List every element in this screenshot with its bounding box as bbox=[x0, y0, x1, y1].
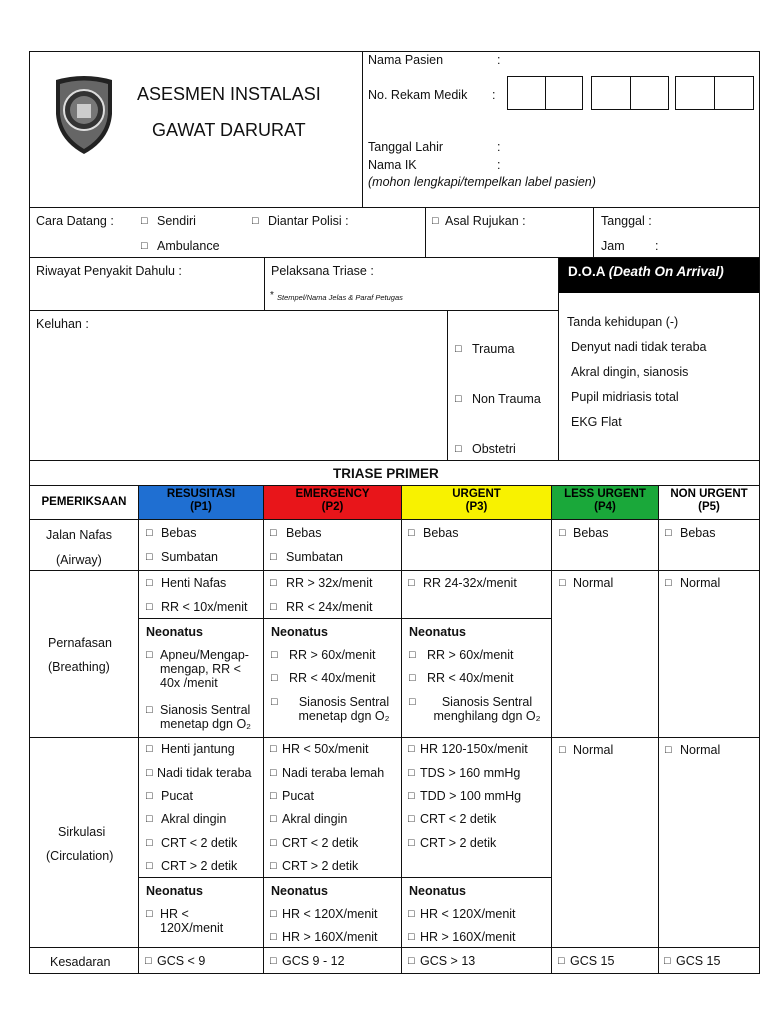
form-title-line1: ASESMEN INSTALASI bbox=[137, 84, 321, 104]
opt-diantar-polisi: Diantar Polisi : bbox=[268, 214, 349, 228]
shield-logo bbox=[50, 74, 118, 156]
airway-p1-item: Bebas bbox=[161, 526, 197, 540]
doa-header bbox=[559, 258, 759, 293]
checkbox[interactable]: □ bbox=[146, 704, 153, 716]
checkbox[interactable]: □ bbox=[270, 743, 277, 755]
nama-pasien-label: Nama Pasien bbox=[368, 53, 444, 67]
circulation-p1-item: CRT > 2 detik bbox=[161, 859, 238, 873]
checkbox[interactable]: □ bbox=[665, 527, 672, 539]
circulation-p1-item: Henti jantung bbox=[161, 742, 235, 756]
airway-p5-item: Bebas bbox=[680, 526, 716, 540]
airway-p4-item: Bebas bbox=[573, 526, 609, 540]
checkbox[interactable]: □ bbox=[665, 744, 672, 756]
breathing-label-en: (Breathing) bbox=[48, 660, 110, 674]
checkbox[interactable]: □ bbox=[408, 908, 415, 920]
checkbox[interactable]: □ bbox=[141, 240, 148, 252]
checkbox[interactable]: □ bbox=[408, 767, 415, 779]
doa-item: Denyut nadi tidak teraba bbox=[571, 340, 707, 354]
checkbox[interactable]: □ bbox=[455, 443, 462, 455]
checkbox[interactable]: □ bbox=[665, 577, 672, 589]
airway-p3-item: Bebas bbox=[423, 526, 459, 540]
breathing-p2-item: RR > 32x/menit bbox=[286, 576, 373, 590]
checkbox[interactable]: □ bbox=[408, 527, 415, 539]
level-header-p2: EMERGENCY (P2) bbox=[264, 486, 401, 519]
checkbox[interactable]: □ bbox=[271, 649, 278, 661]
checkbox[interactable]: □ bbox=[409, 696, 416, 708]
neonatus-label: Neonatus bbox=[146, 884, 203, 898]
colon: : bbox=[655, 239, 659, 253]
checkbox[interactable]: □ bbox=[270, 790, 277, 802]
kesadaran-label: Kesadaran bbox=[50, 955, 111, 969]
kesadaran-p2: GCS 9 - 12 bbox=[282, 954, 345, 968]
checkbox[interactable]: □ bbox=[145, 955, 152, 967]
checkbox[interactable]: □ bbox=[141, 215, 148, 227]
keluhan-label: Keluhan : bbox=[36, 317, 89, 331]
checkbox[interactable]: □ bbox=[270, 908, 277, 920]
neonatus-label: Neonatus bbox=[271, 884, 328, 898]
stempel-note: Stempel/Nama Jelas & Paraf Petugas bbox=[277, 293, 403, 302]
circulation-p3-item: TDD > 100 mmHg bbox=[420, 789, 522, 803]
checkbox[interactable]: □ bbox=[270, 860, 277, 872]
breathing-p1-item: RR < 10x/menit bbox=[161, 600, 248, 614]
checkbox[interactable]: □ bbox=[270, 601, 277, 613]
checkbox[interactable]: □ bbox=[408, 813, 415, 825]
checkbox[interactable]: □ bbox=[146, 551, 153, 563]
checkbox[interactable]: □ bbox=[146, 743, 153, 755]
circulation-p1-item: Nadi tidak teraba bbox=[157, 766, 252, 780]
kesadaran-p5: GCS 15 bbox=[676, 954, 721, 968]
circulation-p1-item: CRT < 2 detik bbox=[161, 836, 238, 850]
checkbox[interactable]: □ bbox=[146, 649, 153, 661]
circulation-p4-item: Normal bbox=[573, 743, 614, 757]
circulation-p2-item: Nadi teraba lemah bbox=[282, 766, 385, 780]
checkbox[interactable]: □ bbox=[271, 672, 278, 684]
checkbox[interactable]: □ bbox=[146, 527, 153, 539]
doa-item: Pupil midriasis total bbox=[571, 390, 679, 404]
checkbox[interactable]: □ bbox=[270, 551, 277, 563]
stempel-mark: * bbox=[270, 290, 274, 301]
checkbox[interactable]: □ bbox=[559, 527, 566, 539]
triase-title: TRIASE PRIMER bbox=[333, 466, 439, 481]
checkbox[interactable]: □ bbox=[408, 931, 415, 943]
checkbox[interactable]: □ bbox=[664, 955, 671, 967]
circulation-p2-item: CRT < 2 detik bbox=[282, 836, 359, 850]
tanggal-label: Tanggal : bbox=[601, 214, 652, 228]
circulation-p2-neo-item: HR > 160X/menit bbox=[282, 930, 378, 944]
breathing-p2-neo-item: RR < 40x/menit bbox=[289, 671, 376, 685]
checkbox[interactable]: □ bbox=[146, 790, 153, 802]
checkbox[interactable]: □ bbox=[432, 215, 439, 227]
checkbox[interactable]: □ bbox=[270, 527, 277, 539]
checkbox[interactable]: □ bbox=[146, 813, 153, 825]
checkbox[interactable]: □ bbox=[270, 767, 277, 779]
circulation-p2-item: Akral dingin bbox=[282, 812, 348, 826]
breathing-p1-neo-item: Apneu/Mengap-mengap, RR < 40x /menit bbox=[160, 648, 249, 690]
checkbox[interactable]: □ bbox=[270, 577, 277, 589]
checkbox[interactable]: □ bbox=[270, 813, 277, 825]
checkbox[interactable]: □ bbox=[409, 649, 416, 661]
doa-title-a: D.O.A bbox=[568, 264, 609, 279]
airway-label: Jalan Nafas bbox=[46, 528, 113, 542]
circulation-p3-item: CRT < 2 detik bbox=[420, 812, 497, 826]
jam-label: Jam bbox=[601, 239, 625, 253]
kesadaran-p3: GCS > 13 bbox=[420, 954, 476, 968]
doa-item: Tanda kehidupan (-) bbox=[567, 315, 679, 329]
breathing-p4-item: Normal bbox=[573, 576, 614, 590]
riwayat-label: Riwayat Penyakit Dahulu : bbox=[36, 264, 182, 278]
doa-title-b: (Death On Arrival) bbox=[608, 264, 724, 279]
circulation-p3-item: CRT > 2 detik bbox=[420, 836, 497, 850]
doa-item: EKG Flat bbox=[571, 415, 622, 429]
nama-ik-label: Nama IK bbox=[368, 158, 417, 172]
keluhan-option: Trauma bbox=[472, 342, 515, 356]
circulation-p3-item: TDS > 160 mmHg bbox=[420, 766, 521, 780]
breathing-p3-neo-item: Sianosis Sentral menghilang dgn O₂ bbox=[433, 695, 541, 723]
breathing-p3-neo-item: RR < 40x/menit bbox=[427, 671, 514, 685]
colon: : bbox=[497, 140, 501, 154]
circulation-p3-neo-item: HR < 120X/menit bbox=[420, 907, 516, 921]
checkbox[interactable]: □ bbox=[146, 767, 153, 779]
airway-label-en: (Airway) bbox=[56, 553, 102, 567]
checkbox[interactable]: □ bbox=[455, 393, 462, 405]
circulation-p2-item: Pucat bbox=[282, 789, 314, 803]
checkbox[interactable]: □ bbox=[408, 837, 415, 849]
opt-asal-rujukan: Asal Rujukan : bbox=[445, 214, 526, 228]
checkbox[interactable]: □ bbox=[270, 837, 277, 849]
level-header-p1: RESUSITASI (P1) bbox=[139, 486, 263, 519]
checkbox[interactable]: □ bbox=[270, 931, 277, 943]
circulation-p3-neo-item: HR > 160X/menit bbox=[420, 930, 516, 944]
checkbox[interactable]: □ bbox=[559, 744, 566, 756]
checkbox[interactable]: □ bbox=[146, 577, 153, 589]
form-title-line2: GAWAT DARURAT bbox=[152, 120, 306, 140]
checkbox[interactable]: □ bbox=[146, 860, 153, 872]
level-header-p5: NON URGENT (P5) bbox=[659, 486, 759, 519]
neonatus-label: Neonatus bbox=[146, 625, 203, 639]
checkbox[interactable]: □ bbox=[146, 837, 153, 849]
checkbox[interactable]: □ bbox=[271, 696, 278, 708]
opt-ambulance: Ambulance bbox=[157, 239, 220, 253]
breathing-p3-item: RR 24-32x/menit bbox=[423, 576, 517, 590]
pelaksana-label: Pelaksana Triase : bbox=[271, 264, 374, 278]
circulation-label: Sirkulasi bbox=[58, 825, 106, 839]
keluhan-option: Non Trauma bbox=[472, 392, 541, 406]
cara-datang-label: Cara Datang : bbox=[36, 214, 114, 228]
checkbox[interactable]: □ bbox=[146, 908, 153, 920]
checkbox[interactable]: □ bbox=[409, 672, 416, 684]
circulation-p1-neo-item: HR < 120X/menit bbox=[160, 907, 224, 935]
breathing-p3-neo-item: RR > 60x/menit bbox=[427, 648, 514, 662]
level-header-p4: LESS URGENT (P4) bbox=[552, 486, 658, 519]
circulation-p2-item: CRT > 2 detik bbox=[282, 859, 359, 873]
label-note: (mohon lengkapi/tempelkan label pasien) bbox=[368, 175, 596, 189]
colon: : bbox=[497, 158, 501, 172]
keluhan-option: Obstetri bbox=[472, 442, 516, 456]
checkbox[interactable]: □ bbox=[408, 790, 415, 802]
airway-p2-item: Bebas bbox=[286, 526, 322, 540]
checkbox[interactable]: □ bbox=[408, 577, 415, 589]
no-rm-label: No. Rekam Medik bbox=[368, 88, 468, 102]
circulation-p3-item: HR 120-150x/menit bbox=[420, 742, 528, 756]
opt-sendiri: Sendiri bbox=[157, 214, 196, 228]
colon: : bbox=[492, 88, 496, 102]
checkbox[interactable]: □ bbox=[559, 577, 566, 589]
checkbox[interactable]: □ bbox=[252, 215, 259, 227]
checkbox[interactable]: □ bbox=[408, 743, 415, 755]
checkbox[interactable]: □ bbox=[558, 955, 565, 967]
breathing-label: Pernafasan bbox=[48, 636, 112, 650]
neonatus-label: Neonatus bbox=[409, 884, 466, 898]
circulation-label-en: (Circulation) bbox=[46, 849, 114, 863]
pemeriksaan-header: PEMERIKSAAN bbox=[41, 496, 127, 508]
checkbox[interactable]: □ bbox=[270, 955, 277, 967]
breathing-p5-item: Normal bbox=[680, 576, 721, 590]
circulation-p5-item: Normal bbox=[680, 743, 721, 757]
checkbox[interactable]: □ bbox=[146, 601, 153, 613]
breathing-p2-item: RR < 24x/menit bbox=[286, 600, 373, 614]
kesadaran-p4: GCS 15 bbox=[570, 954, 615, 968]
neonatus-label: Neonatus bbox=[271, 625, 328, 639]
breathing-p2-neo-item: Sianosis Sentral menetap dgn O₂ bbox=[298, 695, 390, 723]
tanggal-lahir-label: Tanggal Lahir bbox=[368, 140, 444, 154]
kesadaran-p1: GCS < 9 bbox=[157, 954, 206, 968]
level-header-p3: URGENT (P3) bbox=[402, 486, 551, 519]
breathing-p2-neo-item: RR > 60x/menit bbox=[289, 648, 376, 662]
circulation-p1-item: Pucat bbox=[161, 789, 193, 803]
colon: : bbox=[497, 53, 501, 67]
checkbox[interactable]: □ bbox=[408, 955, 415, 967]
circulation-p2-neo-item: HR < 120X/menit bbox=[282, 907, 378, 921]
doa-item: Akral dingin, sianosis bbox=[571, 365, 689, 379]
breathing-p1-item: Henti Nafas bbox=[161, 576, 227, 590]
airway-p1-item: Sumbatan bbox=[161, 550, 218, 564]
airway-p2-item: Sumbatan bbox=[286, 550, 343, 564]
circulation-p1-item: Akral dingin bbox=[161, 812, 227, 826]
checkbox[interactable]: □ bbox=[455, 343, 462, 355]
circulation-p2-item: HR < 50x/menit bbox=[282, 742, 369, 756]
neonatus-label: Neonatus bbox=[409, 625, 466, 639]
breathing-p1-neo-item: Sianosis Sentral menetap dgn O₂ bbox=[160, 703, 252, 731]
